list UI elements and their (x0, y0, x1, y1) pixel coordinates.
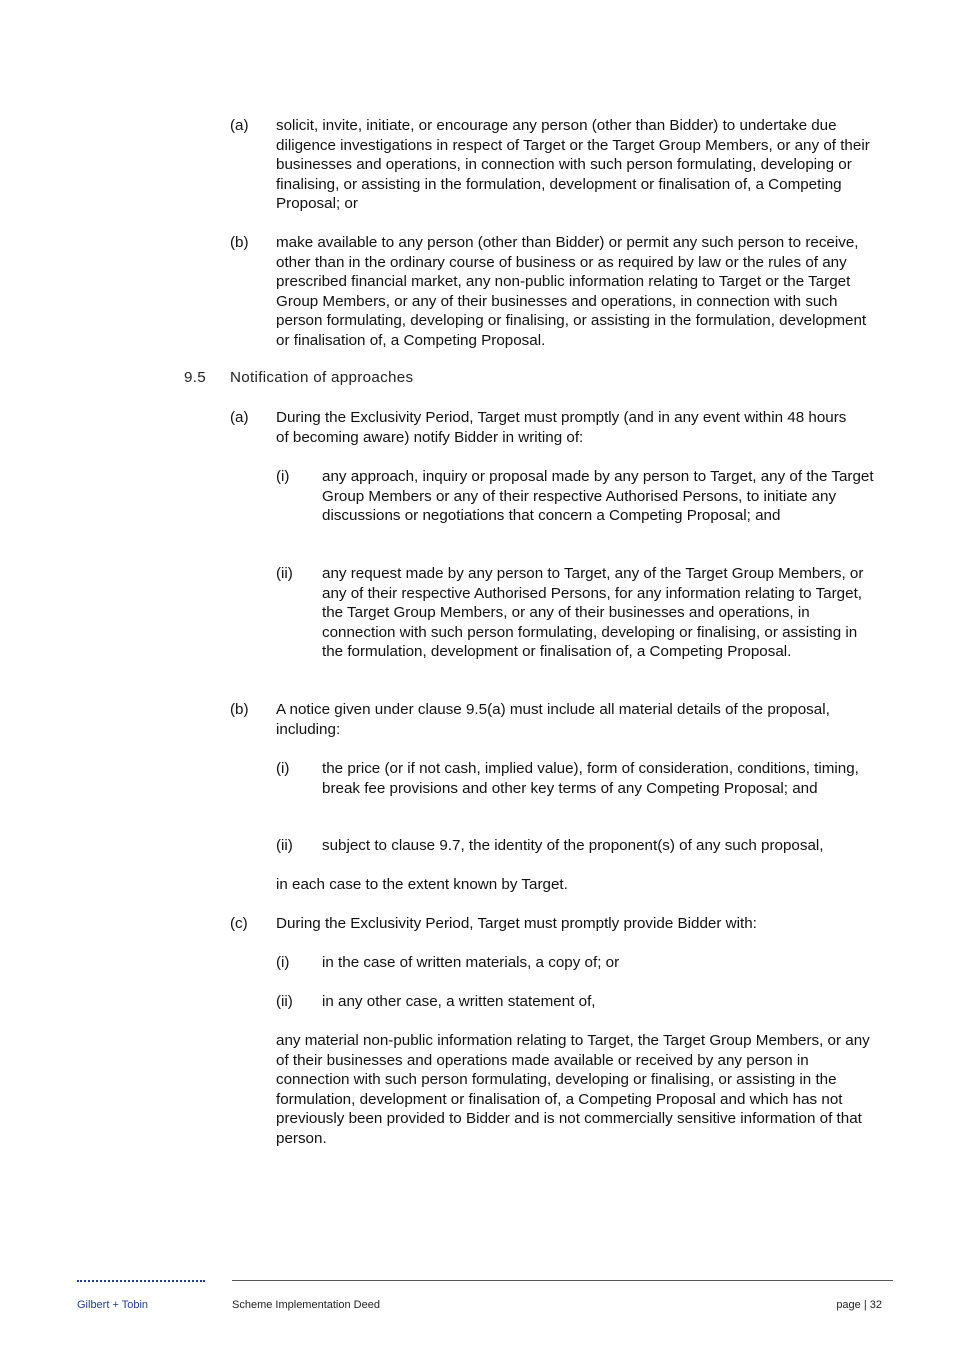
subclause-label: (ii) (276, 565, 293, 582)
subclause-text: the price (or if not cash, implied value), form of consideration, conditions, timing, break fee provisions and other key terms of any Competing Proposal; and (322, 760, 859, 797)
clause-label: (a) (230, 117, 249, 134)
subclause-label: (i) (276, 954, 290, 971)
subclause-text: any approach, inquiry or proposal made by any person to Target, any of the Target Group Members or any of their respective Authorised Persons, to initiate any discussions or negotiations that concern a Competing Proposal; and (322, 468, 874, 524)
subclause-label: (i) (276, 468, 290, 485)
clause-text: make available to any person (other than Bidder) or permit any such person to receive, other than in the ordinary course of business or as required by law or the rules of any prescribed financial market, any non-public information relating to Target or the Target Group Members, or any of their businesses and operations, in connection with such person formulating, developing or finalising, or assisting in the formulation, development or finalisation of, a Competing Proposal. (276, 234, 867, 349)
subclause-text: in the case of written materials, a copy of; or (322, 954, 620, 971)
subclause-label: (i) (276, 760, 290, 777)
footer-firm-name: Gilbert + Tobin (77, 1299, 149, 1311)
clause-text: A notice given under clause 9.5(a) must include all material details of the proposal, including: (276, 701, 830, 738)
footer-document-title: Scheme Implementation Deed (232, 1299, 380, 1311)
subclause-label: (ii) (276, 993, 293, 1010)
subclause-text: in any other case, a written statement of, (322, 993, 596, 1010)
clause-label: (b) (230, 701, 249, 718)
clause-9-5-b-tail: in each case to the extent known by Target. (276, 876, 568, 893)
footer-rule (232, 1280, 893, 1281)
section-number: 9.5 (184, 369, 207, 386)
clause-label: (a) (230, 409, 249, 426)
clause-label: (c) (230, 915, 248, 932)
clause-text: solicit, invite, initiate, or encourage any person (other than Bidder) to undertake due diligence investigations in respect of Target or the Target Group Members, or any of their businesses and operations, in connection with such person formulating, developing or finalising, or assisting in the formulation, development or finalisation of, a Competing Proposal; or (276, 117, 870, 212)
subclause-text: any request made by any person to Target, any of the Target Group Members, or any of their respective Authorised Persons, for any information relating to Target, the Target Group Members, or any of their businesses and operations, in connection with such person formulating, developing or finalising, or assisting in the formulation, development or finalisation of, a Competing Proposal. (322, 565, 864, 660)
subclause-label: (ii) (276, 837, 293, 854)
clause-9-5-c-tail: any material non-public information relating to Target, the Target Group Members, or any of their businesses and operations made available or received by any person in connection with such person formulating, developing or finalising, or assisting in the formulation, development or finalisation of, a Competing Proposal and which has not previously been provided to Bidder and is not commercially sensitive information of that person. (276, 1032, 870, 1147)
section-heading (184, 369, 414, 386)
clause-label: (b) (230, 234, 249, 251)
section-title: Notification of approaches (230, 369, 414, 386)
clause-text: During the Exclusivity Period, Target must promptly provide Bidder with: (276, 915, 757, 932)
subclause-text: subject to clause 9.7, the identity of the proponent(s) of any such proposal, (322, 837, 824, 854)
clause-text: During the Exclusivity Period, Target must promptly (and in any event within 48 hours of becoming aware) notify Bidder in writing of: (276, 409, 847, 446)
footer-dotted-rule (77, 1280, 205, 1282)
footer-page-number: page | 32 (836, 1299, 882, 1311)
